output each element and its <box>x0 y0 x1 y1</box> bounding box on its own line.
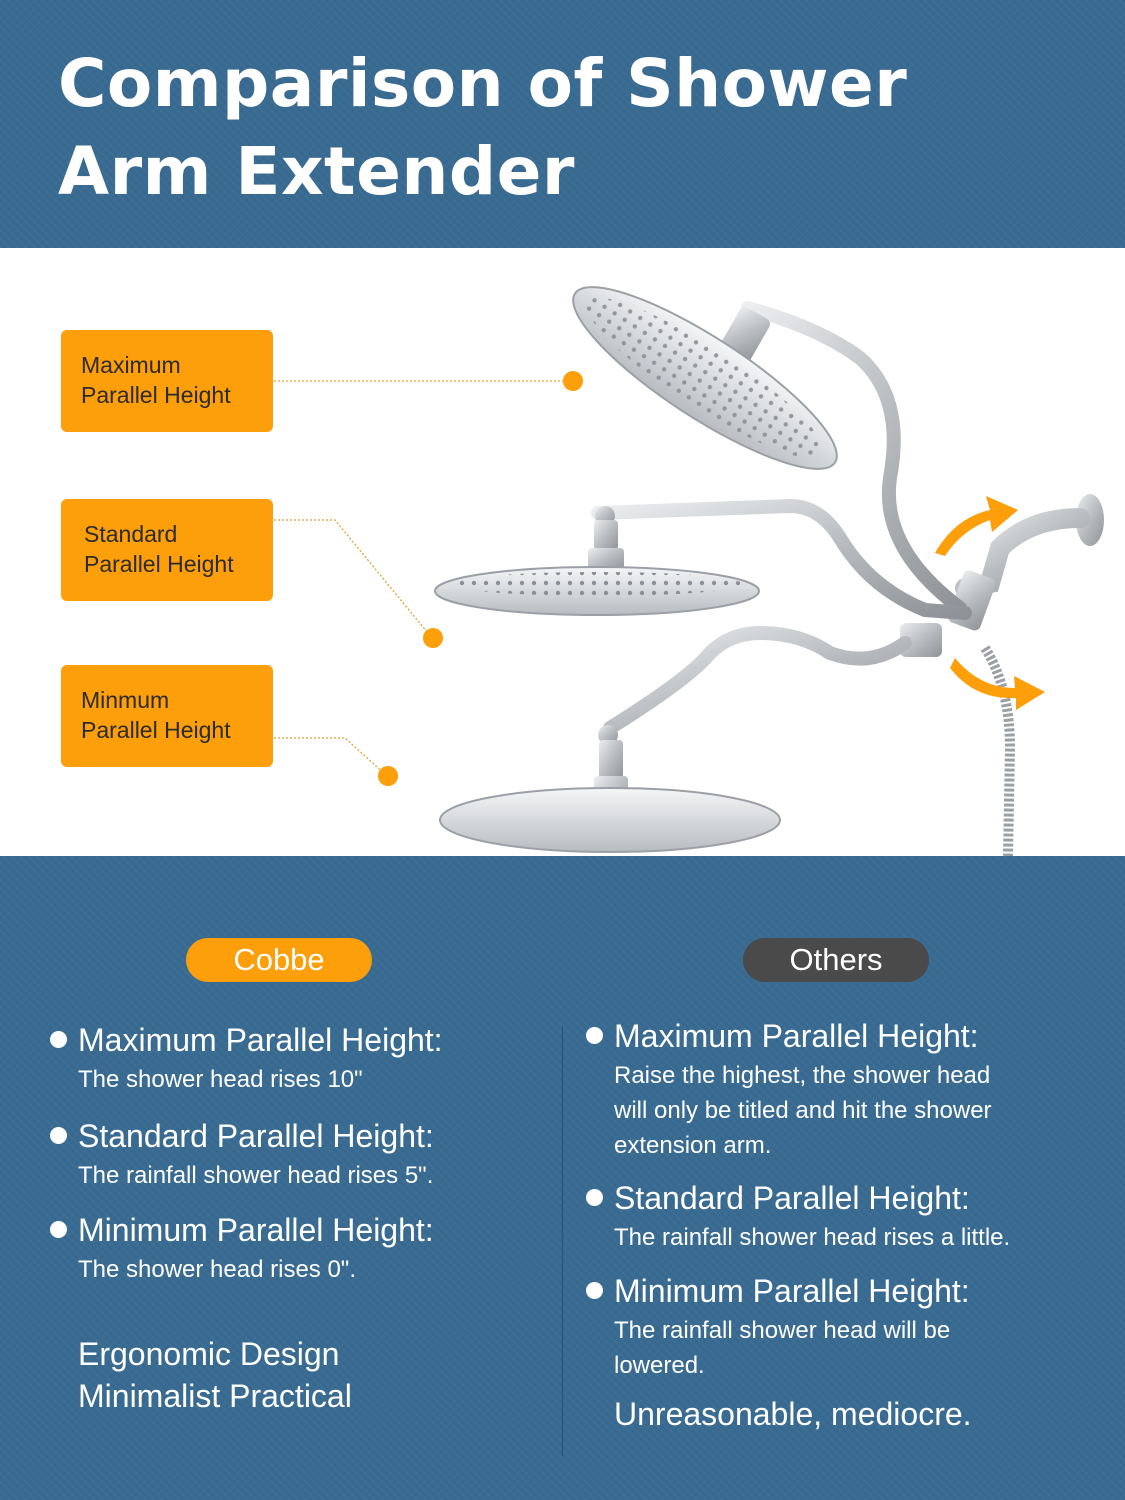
label-standard-line-1: Standard <box>84 521 178 547</box>
cobbe-item-max-heading: Maximum Parallel Height: <box>78 1022 443 1058</box>
others-item-min-heading: Minimum Parallel Height: <box>614 1273 970 1309</box>
cobbe-slogan-line-1: Ergonomic Design <box>78 1336 340 1372</box>
label-standard-line-2: Parallel Height <box>84 551 234 577</box>
others-item-min-text-line-2: lowered. <box>614 1352 705 1379</box>
page-title-line-2: Arm Extender <box>58 133 575 210</box>
bullet-icon <box>50 1031 67 1048</box>
product-diagram-panel <box>0 248 1125 856</box>
cobbe-item-min-heading: Minimum Parallel Height: <box>78 1212 434 1248</box>
label-maximum-parallel-height <box>61 330 273 432</box>
others-item-max-text-line-2: will only be titled and hit the shower <box>614 1097 992 1124</box>
page-title-line-1: Comparison of Shower <box>58 45 908 122</box>
arm-min <box>610 633 905 728</box>
label-minimum-line-2: Parallel Height <box>81 717 231 743</box>
cobbe-badge: Cobbe <box>186 938 372 982</box>
others-item-standard-text <box>614 1220 1010 1255</box>
leader-dot-max <box>563 371 583 391</box>
others-slogan: Unreasonable, mediocre. <box>614 1396 972 1432</box>
bullet-icon <box>50 1127 67 1144</box>
header-banner <box>0 0 1125 248</box>
cobbe-item-min-text: The shower head rises 0". <box>78 1256 356 1283</box>
others-item-max <box>614 1018 992 1163</box>
cobbe-item-min <box>78 1212 434 1287</box>
cobbe-slogan-line-2: Minimalist Practical <box>78 1378 352 1414</box>
leader-line-standard <box>274 520 432 638</box>
label-standard-parallel-height <box>61 499 273 601</box>
bullet-icon <box>586 1027 603 1044</box>
head-standard <box>435 506 759 615</box>
others-item-min <box>614 1273 970 1383</box>
head-min <box>440 725 780 852</box>
others-item-min-text-line-1: The rainfall shower head will be <box>614 1317 951 1344</box>
others-item-max-text-line-3: extension arm. <box>614 1132 772 1159</box>
others-item-standard-text-line-1: The rainfall shower head rises a little. <box>614 1224 1011 1251</box>
leader-dot-min <box>378 766 398 786</box>
others-item-max-text-line-1: Raise the highest, the shower head <box>614 1062 991 1089</box>
others-item-standard-heading: Standard Parallel Height: <box>614 1180 970 1216</box>
cobbe-item-standard <box>78 1118 434 1193</box>
leader-dot-standard <box>423 628 443 648</box>
bullet-icon <box>50 1221 67 1238</box>
others-item-min-text <box>614 1313 970 1383</box>
label-maximum-line-2: Parallel Height <box>81 382 231 408</box>
label-minimum-parallel-height <box>61 665 273 767</box>
comparison-section <box>0 856 1125 1500</box>
cobbe-item-max <box>78 1022 443 1097</box>
others-item-max-text <box>614 1058 992 1163</box>
cobbe-item-standard-text: The rainfall shower head rises 5". <box>78 1162 434 1189</box>
head-max <box>553 260 857 496</box>
others-badge: Others <box>743 938 929 982</box>
column-divider <box>562 1026 563 1456</box>
bullet-icon <box>586 1189 603 1206</box>
others-item-max-heading: Maximum Parallel Height: <box>614 1018 979 1054</box>
shower-hose <box>985 648 1010 856</box>
label-minimum-line-1: Minmum <box>81 687 170 713</box>
leader-line-min <box>274 738 387 776</box>
cobbe-item-standard-heading: Standard Parallel Height: <box>78 1118 434 1154</box>
cobbe-item-max-text: The shower head rises 10" <box>78 1066 363 1093</box>
others-item-standard <box>614 1180 1010 1255</box>
page-title <box>58 40 1058 216</box>
bullet-icon <box>586 1282 603 1299</box>
label-maximum-line-1: Maximum <box>81 352 181 378</box>
